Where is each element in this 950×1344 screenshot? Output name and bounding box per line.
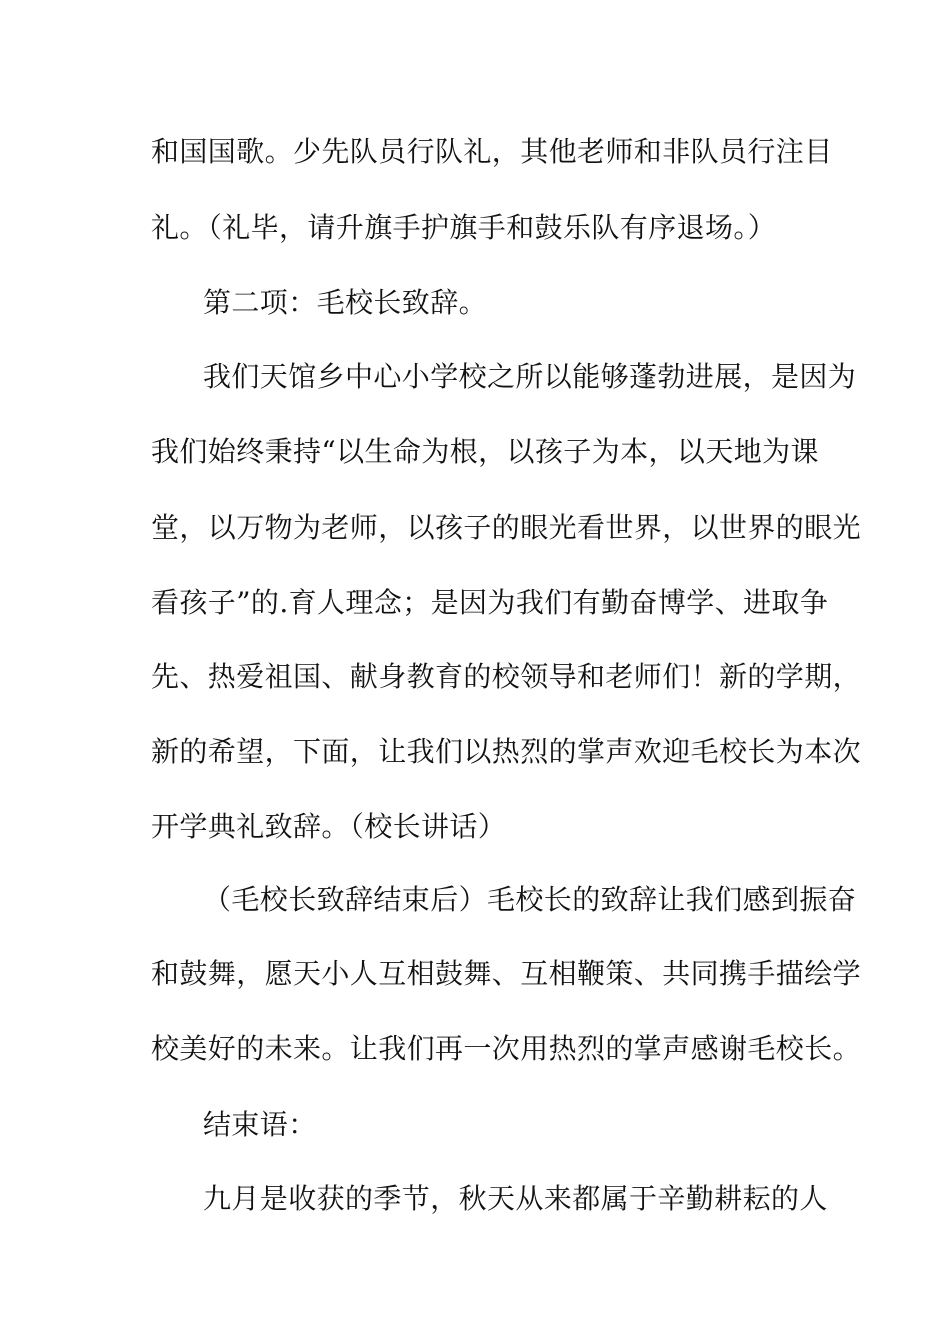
text-line: 我们天馆乡中心小学校之所以能够蓬勃进展，是因为 bbox=[203, 360, 857, 393]
text-line: 我们始终秉持“以生命为根，以孩子为本，以天地为课 bbox=[151, 435, 819, 468]
text-line: 堂，以万物为老师，以孩子的眼光看世界，以世界的眼光 bbox=[151, 511, 862, 544]
text-line: 开学典礼致辞。（校长讲话） bbox=[151, 810, 507, 843]
text-line: 新的希望，下面，让我们以热烈的掌声欢迎毛校长为本次 bbox=[151, 735, 862, 768]
text-line: 看孩子”的.育人理念；是因为我们有勤奋博学、进取争 bbox=[151, 586, 829, 619]
text-line: 礼。（礼毕，请升旗手护旗手和鼓乐队有序退场。） bbox=[151, 211, 777, 244]
section-heading: 第二项：毛校长致辞。 bbox=[203, 286, 488, 319]
text-line: （毛校长致辞结束后）毛校长的致辞让我们感到振奋 bbox=[203, 883, 857, 916]
text-line: 先、热爱祖国、献身教育的校领导和老师们！新的学期， bbox=[151, 660, 862, 693]
text-line: 和鼓舞，愿天小人互相鼓舞、互相鞭策、共同携手描绘学 bbox=[151, 957, 862, 990]
text-line: 九月是收获的季节，秋天从来都属于辛勤耕耘的人 bbox=[203, 1182, 828, 1215]
text-line: 和国国歌。少先队员行队礼，其他老师和非队员行注目 bbox=[151, 135, 833, 168]
text-line: 校美好的未来。让我们再一次用热烈的掌声感谢毛校长。 bbox=[151, 1032, 862, 1065]
section-heading: 结束语： bbox=[203, 1108, 317, 1141]
